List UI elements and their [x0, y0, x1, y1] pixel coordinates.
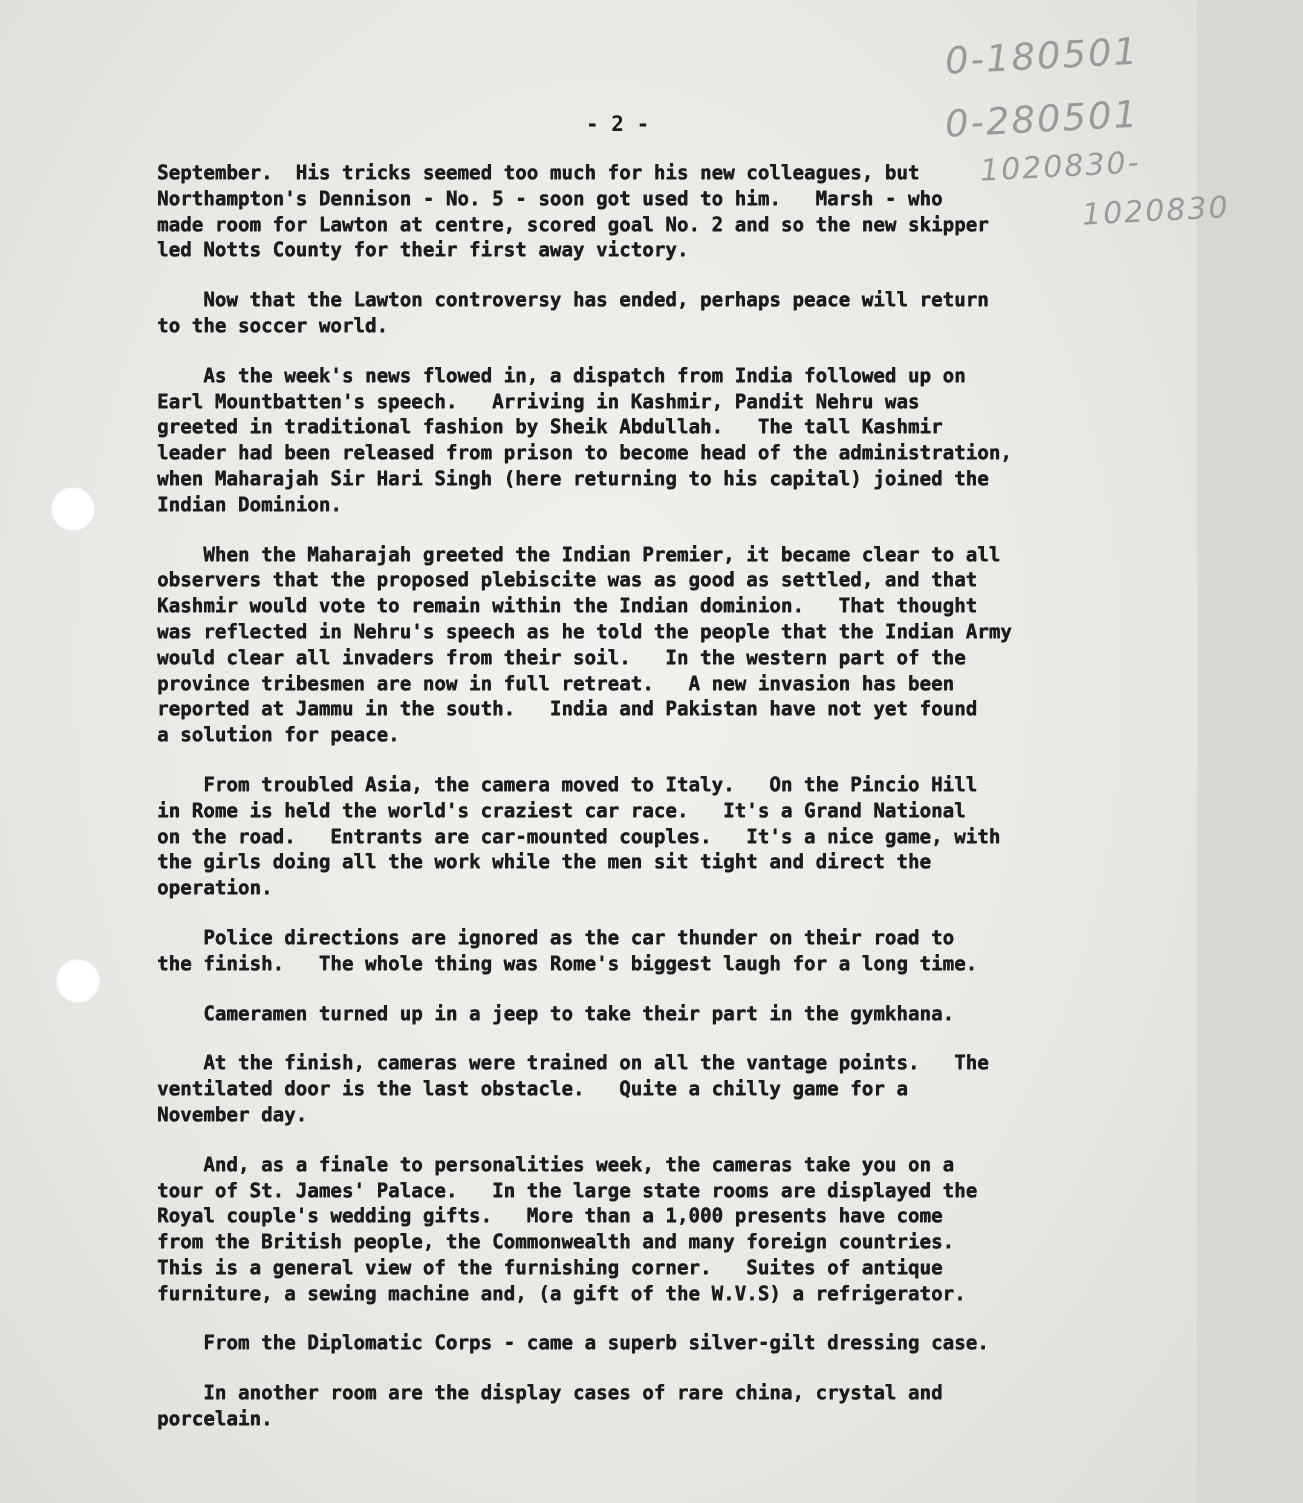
paragraph — [157, 363, 1077, 518]
text-line: Northampton's Dennison - No. 5 - soon got used to him. Marsh - who — [157, 186, 943, 210]
text-line: led Notts County for their first away victory. — [157, 238, 689, 262]
text-line: greeted in traditional fashion by Sheik Abdullah. The tall Kashmir — [157, 415, 943, 439]
text-line: in Rome is held the world's craziest car race. It's a Grand National — [157, 798, 966, 822]
text-line: province tribesmen are now in full retreat. A new invasion has been — [157, 671, 955, 695]
paragraph-gap — [157, 1128, 1077, 1152]
paragraph — [157, 542, 1077, 748]
text-line: made room for Lawton at centre, scored goal No. 2 and so the new skipper — [157, 212, 989, 236]
text-line: when Maharajah Sir Hari Singh (here returning to his capital) joined the — [157, 466, 989, 490]
text-line: In another room are the display cases of rare china, crystal and — [157, 1381, 943, 1405]
text-line: As the week's news flowed in, a dispatch from India followed up on — [157, 363, 966, 387]
punch-hole-bottom — [55, 958, 101, 1004]
paragraph-gap — [157, 748, 1077, 772]
paragraph-gap — [157, 901, 1077, 925]
paragraph — [157, 1050, 1077, 1127]
text-line: the girls doing all the work while the men sit tight and direct the — [157, 850, 931, 874]
text-line: This is a general view of the furnishing corner. Suites of antique — [157, 1255, 943, 1279]
paragraph — [157, 1380, 1077, 1432]
text-line: was reflected in Nehru's speech as he told the people that the Indian Army — [157, 619, 1012, 643]
text-line: September. His tricks seemed too much for his new colleagues, but — [157, 161, 920, 184]
text-line: ventilated door is the last obstacle. Quite a chilly game for a — [157, 1077, 908, 1101]
text-line: leader had been released from prison to become head of the administration, — [157, 441, 1012, 465]
text-line: From the Diplomatic Corps - came a superb silver-gilt dressing case. — [157, 1331, 989, 1355]
text-line: a solution for peace. — [157, 723, 400, 747]
text-line: Police directions are ignored as the car thunder on their road to — [157, 925, 955, 949]
text-line: the finish. The whole thing was Rome's biggest laugh for a long time. — [157, 951, 978, 975]
paragraph-gap — [157, 1306, 1077, 1330]
typed-body — [157, 160, 1077, 1432]
text-line: Kashmir would vote to remain within the Indian dominion. That thought — [157, 594, 978, 618]
text-line: November day. — [157, 1102, 308, 1126]
paragraph — [157, 1330, 1077, 1356]
paragraph-gap — [157, 518, 1077, 542]
paragraph-gap — [157, 1026, 1077, 1050]
paragraph-gap — [157, 1356, 1077, 1380]
text-line: Cameramen turned up in a jeep to take their part in the gymkhana. — [157, 1001, 955, 1025]
paragraph — [157, 287, 1077, 339]
paragraph — [157, 1001, 1077, 1027]
text-line: And, as a finale to personalities week, the cameras take you on a — [157, 1152, 955, 1176]
text-line: Now that the Lawton controversy has ended, perhaps peace will return — [157, 288, 989, 312]
paragraph — [157, 772, 1077, 901]
text-line: At the finish, cameras were trained on all the vantage points. The — [157, 1051, 989, 1075]
margin-note-4: 1020830 — [1081, 190, 1231, 233]
margin-note-1: 0-180501 — [944, 29, 1141, 83]
paragraph-gap — [157, 977, 1077, 1001]
text-line: When the Maharajah greeted the Indian Premier, it became clear to all — [157, 542, 1001, 566]
text-line: would clear all invaders from their soil. In the western part of the — [157, 645, 966, 669]
text-line: tour of St. James' Palace. In the large state rooms are displayed the — [157, 1178, 978, 1202]
text-line: to the soccer world. — [157, 313, 389, 337]
text-line: Royal couple's wedding gifts. More than a 1,000 presents have come — [157, 1204, 943, 1228]
paragraph-gap — [157, 263, 1077, 287]
text-line: on the road. Entrants are car-mounted couples. It's a nice game, with — [157, 824, 1001, 848]
punch-hole-top — [50, 486, 96, 532]
text-line: operation. — [157, 876, 273, 900]
paragraph — [157, 925, 1077, 977]
text-line: From troubled Asia, the camera moved to Italy. On the Pincio Hill — [157, 772, 978, 796]
paragraph — [157, 1152, 1077, 1307]
paragraph — [157, 160, 1077, 263]
margin-note-3: 1020830- — [979, 145, 1142, 189]
paragraph-gap — [157, 339, 1077, 363]
text-line: porcelain. — [157, 1407, 273, 1431]
text-line: Earl Mountbatten's speech. Arriving in Kashmir, Pandit Nehru was — [157, 389, 920, 413]
text-line: from the British people, the Commonwealth and many foreign countries. — [157, 1230, 955, 1254]
margin-note-2: 0-280501 — [944, 92, 1141, 146]
text-line: observers that the proposed plebiscite was as good as settled, and that — [157, 568, 978, 592]
text-line: furniture, a sewing machine and, (a gift of the W.V.S) a refrigerator. — [157, 1281, 966, 1305]
text-line: Indian Dominion. — [157, 492, 342, 516]
page-number: - 2 - — [586, 112, 650, 136]
text-line: reported at Jammu in the south. India and Pakistan have not yet found — [157, 697, 978, 721]
